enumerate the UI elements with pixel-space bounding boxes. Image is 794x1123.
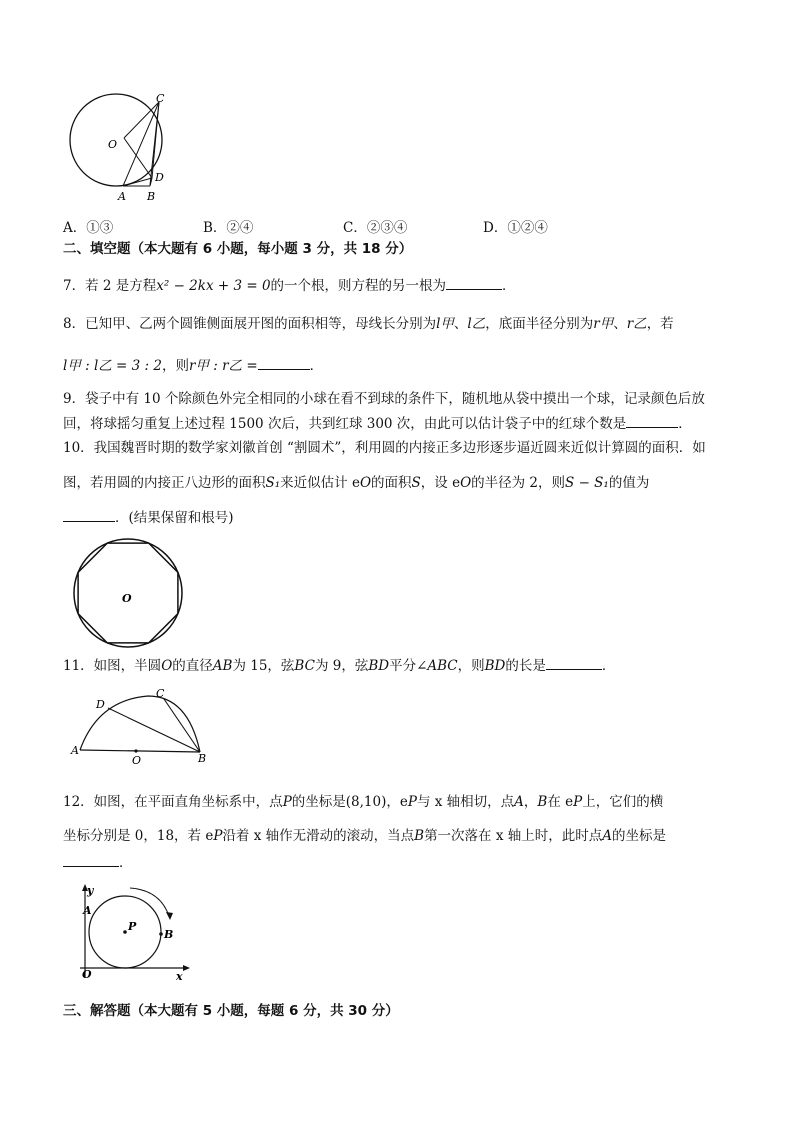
question-8-line-2 — [63, 356, 754, 375]
q12-p3: P — [573, 794, 583, 810]
question-10-line-1: 10．我国魏晋时期的数学家刘徽首创 “割圆术”，利用圆的内接正多边形逐步逼近圆来近似计算圆的面积．如 — [63, 440, 706, 456]
question-12-line-3 — [63, 853, 754, 872]
q12-text-h: 坐标分别是 0，18，若 e — [63, 828, 214, 844]
q10-s1: S₁ — [265, 475, 281, 491]
q12-text-d: 与 x 轴相切，点 — [416, 794, 515, 810]
q8-text-d: ，则 — [161, 358, 189, 374]
q12-text-b: 的坐标是 — [291, 794, 346, 810]
q12-a: A — [514, 794, 524, 810]
q10-expr: S − S₁ — [565, 475, 609, 491]
option-b: B．②④ — [203, 220, 254, 236]
q7-prefix: 7．若 2 是方程 — [63, 278, 157, 294]
question-8-line-1 — [63, 315, 754, 333]
q12-label-o: O — [82, 968, 92, 981]
option-a: A．①③ — [63, 220, 114, 236]
label-b: B — [147, 190, 156, 203]
q11-text-c: 为 15，弦 — [232, 658, 295, 674]
q12-coord: (8,10) — [345, 794, 387, 810]
q11-ab: AB — [212, 658, 233, 674]
q12-end: ． — [119, 855, 133, 871]
q10-text-d: ，设 e — [420, 475, 461, 491]
q12-p4: P — [213, 828, 223, 844]
q11-bd: BD — [368, 658, 390, 674]
option-d: D．①②④ — [483, 220, 548, 236]
q12-a2: A — [602, 828, 613, 844]
q11-text-b: 的直径 — [172, 658, 213, 674]
q10-text-c: 的面积 — [371, 475, 412, 491]
question-9-line-1: 9．袋子中有 10 个除颜色外完全相同的小球在看不到球的条件下，随机地从袋中摸出一个球，记录颜色后放 — [63, 391, 705, 407]
question-10-line-2 — [63, 474, 754, 492]
q10-note: ．(结果保留和根号) — [115, 510, 234, 526]
q8-text-a: 8．已知甲、乙两个圆锥侧面展开图的面积相等，母线长分别为 — [63, 316, 437, 332]
q8-ratio-l: l甲 : l乙 = 3 : 2 — [63, 358, 162, 374]
q8-sep2: 、 — [613, 316, 627, 332]
q12-label-x: x — [176, 970, 183, 982]
q10-label-o: O — [122, 592, 132, 605]
q8-ratio-r: r甲 : r乙 = — [188, 358, 258, 374]
q8-l-yi: l乙 — [467, 316, 486, 332]
q10-text-f: 的值为 — [608, 475, 650, 491]
q12-answer-blank[interactable] — [63, 853, 119, 867]
q12-text-k: 的坐标是 — [612, 828, 667, 844]
q10-text-b: 来近似估计 e — [280, 475, 360, 491]
question-9-line-2 — [63, 414, 754, 433]
q12-label-a: A — [83, 904, 92, 917]
question-12-line-1 — [63, 793, 754, 811]
q12-b: B — [537, 794, 548, 810]
q11-o: O — [161, 658, 173, 674]
q8-answer-blank[interactable] — [258, 356, 310, 370]
q11-label-c: C — [156, 688, 165, 700]
q12-text-g: 上，它们的横 — [582, 794, 664, 810]
q7-equation: x² − 2kx + 3 = 0 — [156, 278, 271, 294]
q12-text-c: ，e — [386, 794, 408, 810]
q8-text-c: ，若 — [646, 316, 674, 332]
q11-figure — [68, 688, 213, 768]
question-12-line-2 — [63, 827, 754, 845]
q10-answer-blank[interactable] — [63, 508, 115, 522]
q10-figure — [70, 536, 190, 650]
q12-p: P — [282, 794, 292, 810]
q11-end: ． — [601, 658, 616, 674]
q8-r-yi: r乙 — [626, 316, 647, 332]
q10-text-e: 的半径为 2，则 — [471, 475, 566, 491]
q6-figure — [64, 90, 174, 205]
q8-end: ． — [309, 358, 324, 374]
q12-text-i: 沿着 x 轴作无滑动的滚动，当点 — [222, 828, 415, 844]
question-7 — [63, 276, 754, 295]
q8-r-jia: r甲 — [593, 316, 614, 332]
label-c: C — [156, 92, 165, 105]
q12-b2: B — [414, 828, 425, 844]
question-11 — [63, 656, 754, 675]
q8-text-b: ，底面半径分别为 — [485, 316, 594, 332]
q11-label-a: A — [71, 744, 79, 757]
q12-label-p: P — [128, 920, 137, 933]
q7-answer-blank[interactable] — [446, 276, 502, 290]
q12-text-f: 在 e — [547, 794, 574, 810]
q8-l-jia: l甲 — [436, 316, 454, 332]
q11-text-f: ，则 — [457, 658, 485, 674]
q11-angle: ∠ABC — [416, 658, 458, 674]
q11-text-g: 的长是 — [505, 658, 546, 674]
q11-label-o: O — [132, 754, 142, 767]
section-2-heading: 二、填空题（本大题有 6 小题，每小题 3 分，共 18 分） — [63, 241, 413, 257]
q11-text-a: 11．如图，半圆 — [63, 658, 162, 674]
label-a: A — [118, 190, 126, 203]
q12-text-a: 12．如图，在平面直角坐标系中，点 — [63, 794, 283, 810]
q9-answer-blank[interactable] — [626, 414, 678, 428]
q12-text-j: 第一次落在 x 轴上时，此时点 — [424, 828, 603, 844]
q11-text-d: 为 9，弦 — [314, 658, 369, 674]
q7-suffix: 的一个根，则方程的另一根为 — [270, 278, 447, 294]
q11-answer-blank[interactable] — [546, 656, 602, 670]
q8-sep1: 、 — [453, 316, 468, 332]
section-3-heading: 三、解答题（本大题有 5 小题，每题 6 分，共 30 分） — [63, 1003, 399, 1019]
q12-label-y: y — [87, 884, 94, 897]
q11-label-b: B — [198, 752, 207, 765]
label-d: D — [155, 171, 164, 184]
q10-text-a: 图，若用圆的内接正八边形的面积 — [63, 475, 266, 491]
q7-end: ． — [502, 278, 516, 294]
q11-bd2: BD — [484, 658, 506, 674]
q12-label-b: B — [164, 928, 174, 941]
q11-label-d: D — [96, 698, 105, 711]
q10-o2: O — [460, 475, 472, 491]
option-c: C．②③④ — [343, 220, 408, 236]
q12-text-e: ， — [523, 794, 538, 810]
question-10-line-3 — [63, 508, 754, 527]
q12-figure — [78, 882, 198, 982]
q9-end: ． — [678, 416, 692, 432]
q10-s: S — [411, 475, 421, 491]
q11-text-e: 平分 — [389, 658, 417, 674]
q9-text: 回，将球摇匀重复上述过程 1500 次后，共到红球 300 次，由此可以估计袋子中的红球个数是 — [63, 416, 627, 432]
q10-o1: O — [359, 475, 372, 491]
q11-bc: BC — [294, 658, 315, 674]
q12-p2: P — [407, 794, 417, 810]
label-o: O — [108, 138, 118, 151]
